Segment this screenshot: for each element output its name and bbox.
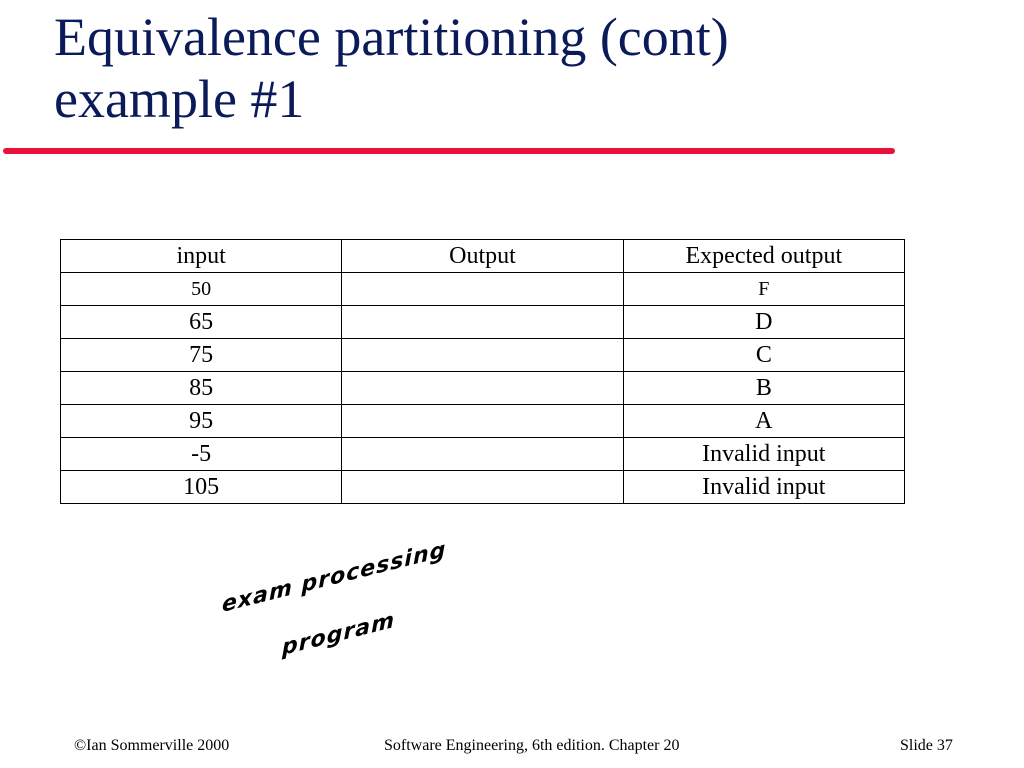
table-row [61, 339, 905, 372]
cell-output [342, 471, 623, 504]
cell-input: 85 [61, 372, 342, 405]
cell-output [342, 405, 623, 438]
cell-expected: C [623, 339, 904, 372]
table-header-row [61, 240, 905, 273]
header-input: input [61, 240, 342, 273]
slide-title-line2: example #1 [54, 69, 305, 129]
cell-expected: Invalid input [623, 471, 904, 504]
cell-output [342, 306, 623, 339]
cell-expected: Invalid input [623, 438, 904, 471]
cell-input: 50 [61, 273, 342, 306]
header-output: Output [342, 240, 623, 273]
cell-expected: F [623, 273, 904, 306]
table-row [61, 273, 905, 306]
cell-output [342, 372, 623, 405]
cell-expected: B [623, 372, 904, 405]
cell-input: 105 [61, 471, 342, 504]
footer-copyright: ©Ian Sommerville 2000 [74, 737, 230, 754]
table-row [61, 405, 905, 438]
cell-output [342, 438, 623, 471]
cell-expected: D [623, 306, 904, 339]
cell-input: 95 [61, 405, 342, 438]
cell-input: 65 [61, 306, 342, 339]
test-case-table [60, 239, 905, 504]
title-underline [3, 148, 895, 154]
table-row [61, 372, 905, 405]
slide-title [54, 6, 954, 130]
header-expected-output: Expected output [623, 240, 904, 273]
wordart-exam-processing: exam processing [222, 537, 447, 618]
footer-book-title: Software Engineering, 6th edition. Chapter 20 [384, 737, 680, 754]
wordart-program: program [282, 607, 396, 661]
table-row [61, 306, 905, 339]
cell-input: -5 [61, 438, 342, 471]
table-row [61, 471, 905, 504]
cell-output [342, 273, 623, 306]
footer-slide-number: Slide 37 [900, 737, 953, 754]
table-row [61, 438, 905, 471]
cell-expected: A [623, 405, 904, 438]
cell-output [342, 339, 623, 372]
slide-title-line1: Equivalence partitioning (cont) [54, 7, 729, 67]
cell-input: 75 [61, 339, 342, 372]
